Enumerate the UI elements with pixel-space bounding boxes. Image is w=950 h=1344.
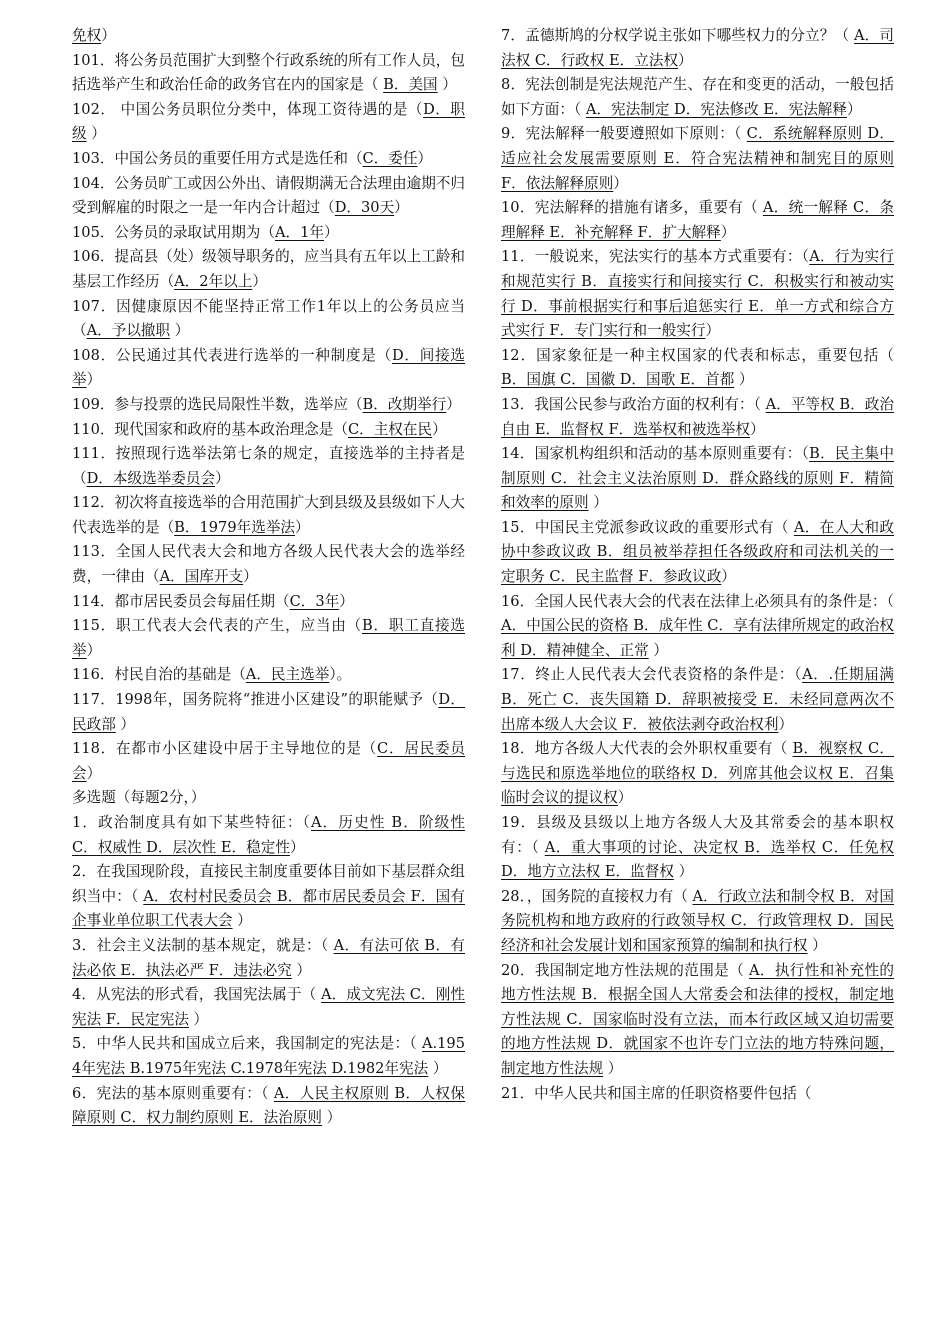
question-tail: ） [807,936,827,954]
answer-text: C．系统解释原则 D．适应社会发展需要原则 E．符合宪法精神和制宪目的原则 F．依法解释原则 [501,125,894,192]
question-item [501,122,894,196]
answer-text: A．历史性 B．阶级性 C．权威性 D．层次性 E．稳定性 [72,814,465,856]
question-text: 104．公务员旷工或因公外出、请假期满无合法理由逾期不归受到解雇的时限之一是一年内合计超过（ [72,174,465,217]
question-item [72,786,465,811]
question-text: 13．我国公民参与政治方面的权利有：（ [501,395,766,413]
question-item [501,590,894,664]
answer-text: A．有法可依 B．有法必依 E．执法必严 F．违法必究 [72,936,465,979]
question-item [72,540,465,589]
answer-text: B．视察权 C．与选民和原选举地位的联络权 D．列席其他会议权 E．召集临时会议的提议权 [501,740,894,807]
answer-text: A．行为实行和规范实行 B．直接实行和间接实行 C．积极实行和被动实行 D．事前根据实行和事后追惩实行 E．单一方式和综合方式实行 F．专门实行和一般实行 [501,248,894,340]
answer-text: A．执行性和补充性的地方性法规 B．根据全国人大常委会和法律的授权，制定地方性法规 C．国家临时没有立法，而本行政区域又迫切需要的地方性法规 D．就国家不也许专门立法的地方特殊问题，制定地方性法规 [501,961,894,1077]
question-item [501,196,894,245]
answer-text: B．民主集中制原则 C．社会主义法治原则 D．群众路线的原则 F．精简和效率的原则 [501,445,894,512]
question-text: 6．宪法的基本原则重要有：（ [72,1084,274,1102]
question-item [72,590,465,615]
question-tail: ） [86,641,102,659]
answer-text: B．改期举行 [362,395,447,413]
question-tail: ） [101,27,116,44]
question-item [501,663,894,737]
question-item [72,688,465,737]
answer-text: A．在人大和政协中参政议政 B．组员被举荐担任各级政府和司法机关的一定职务 C．民主监督 F．参政议政 [501,518,894,586]
answer-text: B．国旗 C．国徽 D．国歌 E．首都 [501,371,735,389]
answer-text: B．1979年选举法 [174,518,296,536]
question-text: 113．全国人民代表大会和地方各级人民代表大会的选举经费，一律由（ [72,543,465,586]
question-tail: ） [847,100,862,118]
question-tail: ） [648,641,668,659]
question-item [72,221,465,246]
right-column [501,24,894,1344]
question-tail: ） [252,272,267,290]
answer-text: A．中国公民的资格 B．成年性 C．享有法律所规定的政治权利 D．精神健全、正常 [501,617,894,659]
question-text: 110．现代国家和政府的基本政治理念是（ [72,420,348,438]
question-item [501,737,894,811]
answer-text: A．平等权 B．政治自由 E．监督权 F．选举权和被选举权 [501,395,894,438]
question-item [501,245,894,343]
question-text: 115．职工代表大会代表的产生，应当由（ [72,617,363,635]
question-tail: ） [86,371,102,389]
question-tail: ） [243,568,258,586]
question-item [501,393,894,442]
question-text: 5．中华人民共和国成立后来，我国制定的宪法是：（ [72,1035,422,1053]
left-column [72,24,465,1344]
question-tail: ） [720,223,736,241]
question-tail: ） [705,322,721,340]
answer-text: A．农村村民委员会 B．都市居民委员会 F．国有企事业单位职工代表大会 [72,887,466,930]
answer-text: A．行政立法和制令权 B．对国务院机构和地方政府的行政领导权 C．行政管理权 D．国民经济和社会发展计划和国家预算的编制和执行权 [501,887,894,954]
question-item [501,442,894,516]
question-text: 14．国家机构组织和活动的基本原则重要有：（ [501,445,810,463]
question-item [72,442,465,491]
question-text: 9．宪法解释一般要遵照如下原则：（ [501,125,747,143]
question-tail: ） [170,322,190,340]
answer-text: A.1954年宪法 B.1975年宪法 C.1978年宪法 D.1982年宪法 [72,1035,465,1077]
question-item [72,860,465,934]
question-tail: ） [394,199,409,217]
question-text: 16．全国人民代表大会的代表在法律上必须具有的条件是：（ [501,592,894,610]
question-item [72,295,465,344]
answer-text: A．成文宪法 C．刚性宪法 F．民定宪法 [72,986,465,1028]
question-text: 107．因健康原因不能坚持正常工作1年以上的公务员应当（ [72,297,465,340]
question-tail: ） [215,469,230,487]
answer-text: 免权 [72,27,102,44]
question-text: 28．，国务院的直接权力有（ [501,887,693,905]
question-tail: ） [188,1010,209,1028]
question-item [72,1032,465,1081]
question-tail: ） [322,1109,342,1127]
question-tail: ）。 [329,666,352,684]
question-text: 2．在我国现阶段，直接民主制度重要体目前如下基层群众组织当中：（ [72,863,465,905]
question-tail: ） [446,395,461,413]
question-item [72,983,465,1032]
question-text: 11．一般说来，宪法实行的基本方式重要有：（ [501,248,810,266]
question-tail: ） [437,76,457,94]
question-item [501,811,894,885]
question-text: 117．1998年，国务院将“推进小区建设”的职能赋予（ [72,691,439,709]
question-text: 118．在都市小区建设中居于主导地位的是（ [72,740,378,758]
question-tail: ） [86,764,102,782]
question-text: 111．按照现行选举法第七条的规定，直接选举的主持者是（ [72,445,465,487]
answer-text: A．民主选举 [245,666,330,684]
answer-text: A．国库开支 [159,568,244,586]
question-text: 109．参与投票的选民局限性半数，选举应（ [72,395,363,413]
question-tail: ） [339,592,354,610]
question-item [501,885,894,959]
question-tail: ） [295,518,310,536]
question-item [72,172,465,221]
question-tail: ） [417,149,433,167]
question-text: 112．初次将直接选举的合用范围扩大到县级及县级如下人大代表选举的是（ [72,494,465,536]
question-text: 106．提高县（处）级领导职务的，应当具有五年以上工龄和基层工作经历（ [72,248,465,290]
answer-text: A．重大事项的讨论、决定权 B．选举权 C．任免权 D．地方立法权 E．监督权 [501,838,894,881]
answer-text: A．2年以上 [174,272,253,290]
question-item [72,344,465,393]
question-item [501,516,894,590]
question-item [72,811,465,860]
question-item [72,98,465,147]
question-item [72,934,465,983]
question-text: 105．公务员的录取试用期为（ [72,223,275,241]
answer-text: A．统一解释 C．条理解释 E．补充解释 F．扩大解释 [501,199,894,241]
question-text: 102． 中国公务员职位分类中，体现工资待遇的是（ [72,100,424,118]
question-item [72,737,465,786]
question-item [72,147,465,172]
question-text: 8．宪法创制是宪法规范产生、存在和变更的活动，一般包括如下方面：（ [501,76,894,118]
answer-text: C．3年 [289,592,340,610]
question-item [72,614,465,663]
question-text: 17．终止人民代表大会代表资格的条件是：（ [501,666,803,684]
answer-text: B．美国 [383,76,438,94]
question-text: 1．政治制度具有如下某些特征：（ [72,814,312,831]
question-tail: ） [432,420,447,438]
question-text: 101．将公务员范围扩大到整个行政系统的所有工作人员，包括选举产生和政治任命的政务官在内的国家是（ [72,51,465,94]
question-text: 3．社会主义法制的基本规定，就是：（ [72,936,334,954]
question-tail: ） [721,568,736,586]
answer-text: A．宪法制定 D．宪法修改 E．宪法解释 [585,100,847,118]
question-tail: ） [428,1059,448,1077]
question-text: 108．公民通过其代表进行选举的一种制度是（ [72,346,392,364]
answer-text: B．职工直接选举 [72,617,465,659]
answer-text: A．.任期届满 B．死亡 C．丧失国籍 D．辞职被接受 E．未经同意两次不出席本级人大会议 F．被依法剥夺政治权利 [501,666,894,733]
answer-text: A．人民主权原则 B．人权保障原则 C．权力制约原则 E．法治原则 [72,1084,465,1127]
question-tail: ） [673,863,694,881]
question-item [501,959,894,1082]
answer-text: A．1年 [274,223,324,241]
question-text: 4．从宪法的形式看，我国宪法属于（ [72,986,322,1004]
question-text: 7．孟德斯鸠的分权学说主张如下哪些权力的分立？（ [501,27,854,44]
question-text: 19．县级及县级以上地方各级人大及其常委会的基本职权有：（ [501,814,894,856]
question-tail: ） [324,223,339,241]
answer-text: D．本级选举委员会 [86,469,216,487]
question-tail: ） [603,1059,623,1077]
question-item [501,344,894,393]
question-item [72,663,465,688]
question-tail: ） [613,174,628,192]
question-tail: ） [778,715,794,733]
question-item [72,24,465,49]
answer-text: A．予以撤职 [86,322,171,340]
answer-text: D．30天 [334,199,395,217]
answer-text: A．司法权 C．行政权 E．立法权 [501,27,894,69]
answer-text: C．主权在民 [347,420,433,438]
question-text: 18．地方各级人大代表的会外职权重要有（ [501,740,793,758]
question-item [72,393,465,418]
question-item [501,73,894,122]
question-tail: ） [749,420,765,438]
question-text: 12．国家象征是一种主权国家的代表和标志，重要包括（ [501,346,894,364]
question-item [72,245,465,294]
question-text: 多选题（每题2分，） [72,789,206,807]
question-tail: ） [588,494,608,512]
question-text: 116．村民自治的基础是（ [72,666,246,684]
question-text: 103．中国公务员的重要任用方式是选任和（ [72,149,363,167]
question-tail: ） [115,715,136,733]
question-text: 15．中国民主党派参政议政的重要形式有（ [501,518,794,536]
question-tail: ） [291,961,312,979]
answer-text: C．委任 [362,149,418,167]
answer-text: C．居民委员会 [72,740,465,782]
answer-text: D．民政部 [72,691,466,733]
question-item [72,491,465,540]
question-tail: ） [232,912,252,930]
question-text: 114．都市居民委员会每届任期（ [72,592,290,610]
question-item [72,1082,465,1131]
question-tail: ） [86,125,106,143]
question-item [72,49,465,98]
answer-text: D．间接选举 [72,346,466,389]
answer-text: D．职级 [72,100,466,143]
question-text: 10．宪法解释的措施有诸多，重要有（ [501,199,763,217]
question-tail: ） [734,371,754,389]
question-item [501,1082,894,1107]
question-text: 20．我国制定地方性法规的范围是（ [501,961,749,979]
question-tail: ） [289,838,305,856]
question-item [72,418,465,443]
question-tail: ） [678,51,693,69]
question-item [501,24,894,73]
question-tail: ） [617,789,633,807]
question-text: 21．中华人民共和国主席的任职资格要件包括（ [501,1084,812,1102]
